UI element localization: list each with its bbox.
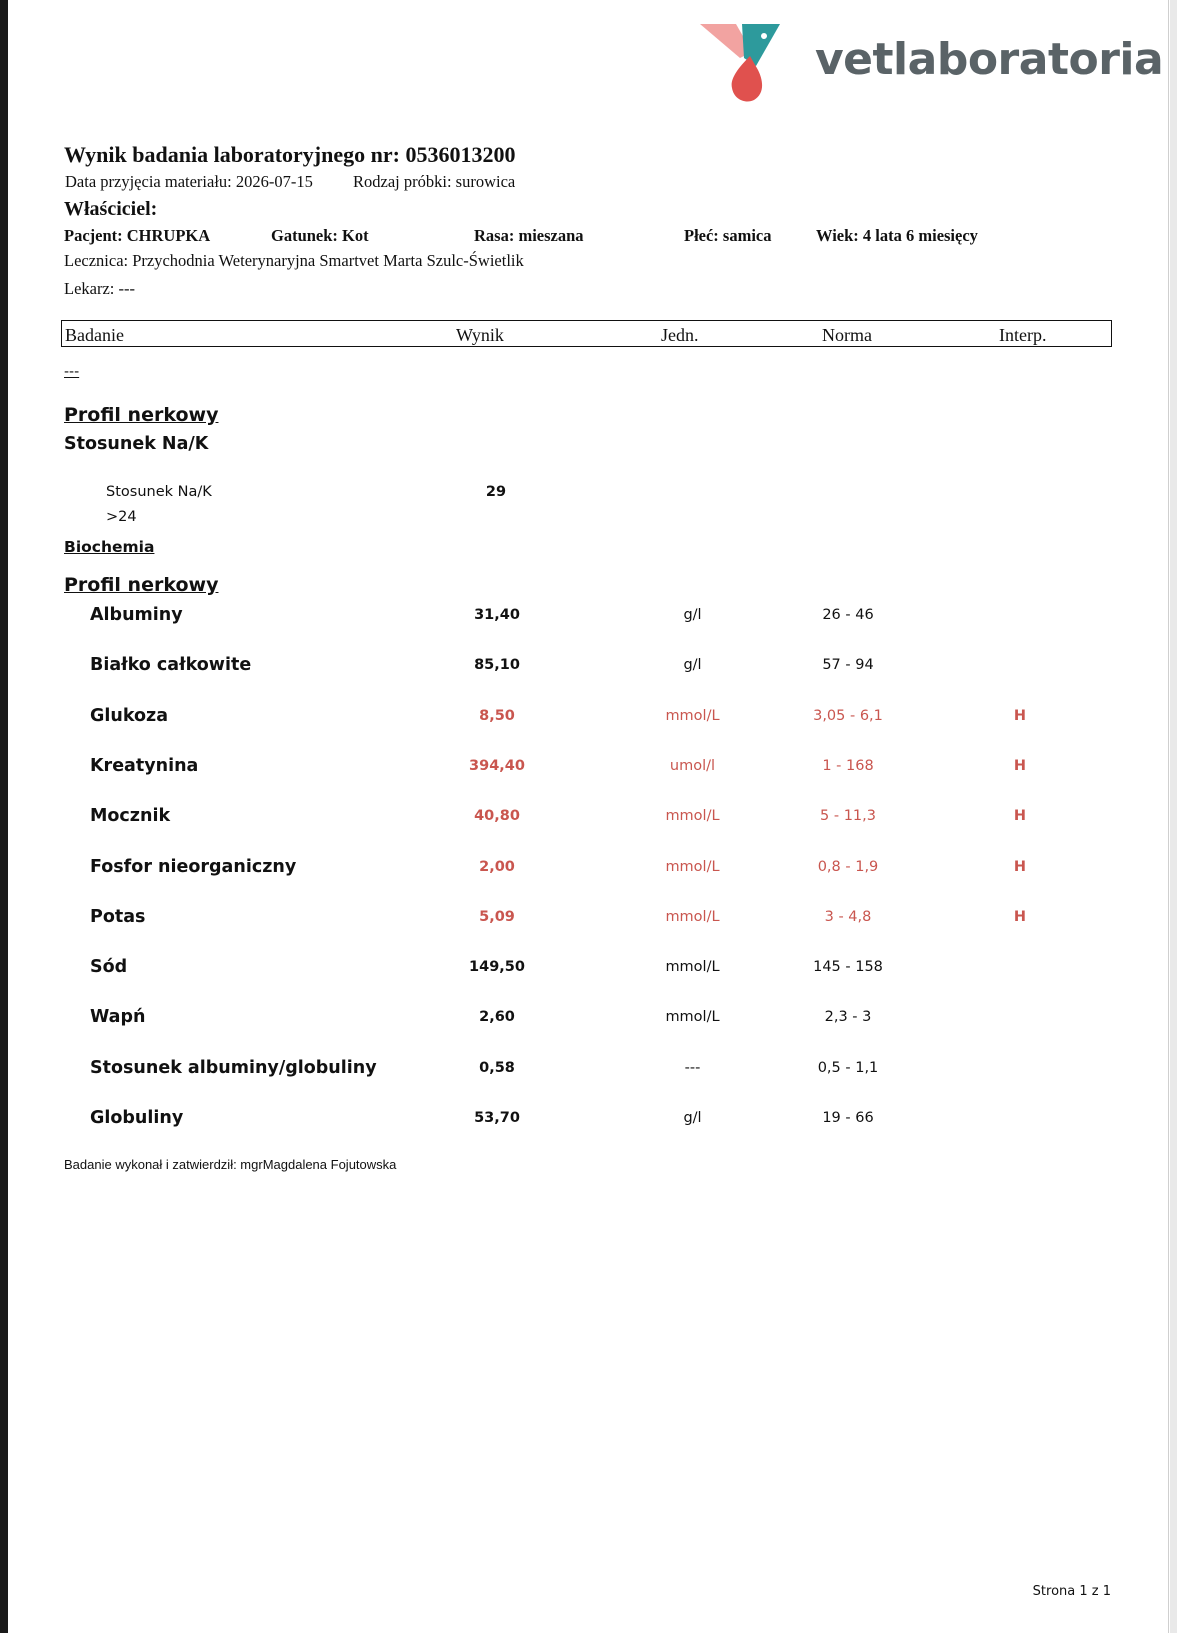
signoff: Badanie wykonał i zatwierdził: mgrMagdalena Fojutowska xyxy=(64,1157,397,1172)
section-title-renal: Profil nerkowy xyxy=(64,404,219,426)
result-value: 149,50 xyxy=(469,959,525,976)
result-unit: mmol/L xyxy=(665,858,720,875)
result-row xyxy=(0,1058,1177,1106)
header-norm: Norma xyxy=(822,325,872,345)
result-value: 85,10 xyxy=(474,657,520,674)
result-interp: H xyxy=(1013,858,1027,875)
result-value: 394,40 xyxy=(469,757,525,774)
result-interp: H xyxy=(1013,808,1027,825)
result-norm: 57 - 94 xyxy=(822,657,874,674)
result-name: Glukoza xyxy=(90,705,169,726)
result-row xyxy=(0,605,1177,653)
result-unit: g/l xyxy=(683,1110,702,1126)
result-row xyxy=(0,655,1177,703)
result-value: 2,00 xyxy=(479,858,515,875)
page-number: Strona 1 z 1 xyxy=(1032,1584,1111,1599)
na-k-ratio-norm: >24 xyxy=(106,509,137,525)
result-norm: 145 - 158 xyxy=(813,959,883,976)
header-test: Badanie xyxy=(65,325,124,345)
received-date: Data przyjęcia materiału: 2026-07-15 xyxy=(65,172,313,191)
result-norm: 2,3 - 3 xyxy=(824,1009,872,1026)
result-row xyxy=(0,756,1177,804)
result-name: Kreatynina xyxy=(90,755,199,776)
result-name: Fosfor nieorganiczny xyxy=(90,856,297,877)
result-row xyxy=(0,957,1177,1005)
result-name: Globuliny xyxy=(90,1108,184,1128)
result-unit: mmol/L xyxy=(665,959,720,976)
result-name: Stosunek albuminy/globuliny xyxy=(90,1057,377,1078)
result-row xyxy=(0,706,1177,754)
result-interp: H xyxy=(1013,908,1027,925)
result-value: 2,60 xyxy=(479,1009,515,1026)
result-norm: 3 - 4,8 xyxy=(824,908,872,925)
result-name: Wapń xyxy=(90,1007,146,1028)
result-value: 5,09 xyxy=(479,908,515,925)
owner-label: Właściciel: xyxy=(64,198,158,220)
result-interp: H xyxy=(1013,757,1027,774)
na-k-ratio-value: 29 xyxy=(485,484,507,500)
result-value: 53,70 xyxy=(474,1110,520,1126)
brand-name: vetlaboratoria xyxy=(815,34,1164,85)
result-norm: 1 - 168 xyxy=(822,757,874,774)
patient-name: Pacjent: CHRUPKA xyxy=(64,226,211,245)
header-result: Wynik xyxy=(456,325,504,345)
result-row xyxy=(0,907,1177,955)
result-name: Albuminy xyxy=(90,605,183,625)
doctor-name: Lekarz: --- xyxy=(64,279,135,298)
result-norm: 0,5 - 1,1 xyxy=(817,1059,879,1076)
sample-type: Rodzaj próbki: surowica xyxy=(353,172,516,191)
result-value: 0,58 xyxy=(479,1059,515,1076)
result-row xyxy=(0,1108,1177,1156)
section-title-renal-2: Profil nerkowy xyxy=(64,574,219,596)
patient-species: Gatunek: Kot xyxy=(271,226,369,245)
result-norm: 19 - 66 xyxy=(822,1110,874,1126)
vetlaboratoria-logo xyxy=(700,22,1164,104)
result-value: 8,50 xyxy=(479,707,515,724)
logo-mark-icon xyxy=(700,22,810,104)
result-unit: mmol/L xyxy=(665,1009,720,1026)
patient-age: Wiek: 4 lata 6 miesięcy xyxy=(816,226,978,245)
result-name: Sód xyxy=(90,957,128,978)
result-name: Białko całkowite xyxy=(90,655,252,676)
result-name: Potas xyxy=(90,906,146,927)
result-norm: 26 - 46 xyxy=(822,607,874,623)
result-unit: --- xyxy=(684,1059,701,1076)
result-value: 40,80 xyxy=(474,808,520,825)
result-norm: 5 - 11,3 xyxy=(820,808,876,825)
clinic-name: Lecznica: Przychodnia Weterynaryjna Smartvet Marta Szulc-Świetlik xyxy=(64,251,524,270)
result-norm: 3,05 - 6,1 xyxy=(813,707,883,724)
result-row xyxy=(0,1007,1177,1055)
patient-breed: Rasa: mieszana xyxy=(474,226,584,245)
header-unit: Jedn. xyxy=(661,325,699,345)
empty-group-marker: --- xyxy=(64,364,80,380)
header-interp: Interp. xyxy=(999,325,1047,345)
result-name: Mocznik xyxy=(90,806,171,827)
result-unit: mmol/L xyxy=(665,808,720,825)
result-unit: g/l xyxy=(683,607,702,623)
result-row xyxy=(0,806,1177,854)
report-title: Wynik badania laboratoryjnego nr: 0536013200 xyxy=(64,142,516,167)
table-header xyxy=(61,320,1112,347)
result-row xyxy=(0,857,1177,905)
result-value: 31,40 xyxy=(474,607,520,623)
subsection-title-na-k: Stosunek Na/K xyxy=(64,434,209,454)
result-unit: mmol/L xyxy=(665,707,720,724)
result-unit: mmol/L xyxy=(665,908,720,925)
result-norm: 0,8 - 1,9 xyxy=(817,858,879,875)
patient-sex: Płeć: samica xyxy=(684,226,772,245)
na-k-ratio-label: Stosunek Na/K xyxy=(106,484,212,500)
biochemistry-heading: Biochemia xyxy=(64,538,155,556)
result-interp: H xyxy=(1013,707,1027,724)
result-unit: g/l xyxy=(683,657,702,674)
result-unit: umol/l xyxy=(669,757,716,774)
